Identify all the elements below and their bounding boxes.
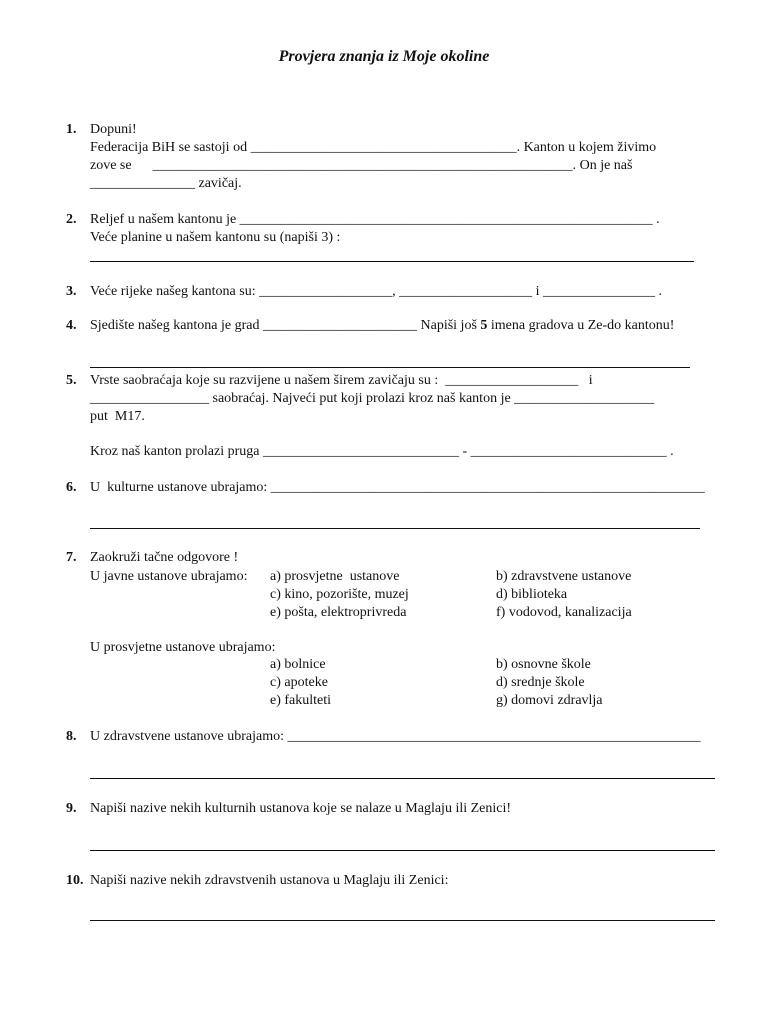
question-number: 9. xyxy=(66,801,77,816)
answer-option[interactable]: e) pošta, elektroprivreda xyxy=(270,605,407,620)
page-title: Provjera znanja iz Moje okoline xyxy=(278,48,490,65)
question-number: 8. xyxy=(66,729,77,744)
question-number: 1. xyxy=(66,122,77,137)
question-text: Zaokruži tačne odgovore ! xyxy=(90,550,239,565)
question-text: put M17. xyxy=(90,409,145,424)
question-text: zove se ____________________________________________________________. On je naš xyxy=(90,158,633,173)
question-text: Veće rijeke našeg kantona su: ___________________, ___________________ i ________________ . xyxy=(90,284,662,299)
answer-option[interactable]: d) biblioteka xyxy=(496,587,568,602)
answer-line[interactable] xyxy=(90,850,715,851)
question-number: 4. xyxy=(66,318,77,333)
question-number: 2. xyxy=(66,212,77,227)
question-text: Federacija BiH se sastoji od ______________________________________. Kanton u kojem živimo xyxy=(90,140,657,155)
question-text: Napiši nazive nekih zdravstvenih ustanova u Maglaju ili Zenici: xyxy=(90,873,449,888)
answer-option[interactable]: g) domovi zdravlja xyxy=(496,693,603,708)
question-text: U prosvjetne ustanove ubrajamo: xyxy=(90,640,276,655)
answer-option[interactable]: c) apoteke xyxy=(270,675,328,690)
question-text-part: imena gradova u Ze-do kantonu! xyxy=(487,318,675,333)
question-text: _________________ saobraćaj. Najveći put koji prolazi kroz naš kanton je ____________________ xyxy=(90,391,655,406)
answer-option[interactable]: e) fakulteti xyxy=(270,693,332,708)
question-text: _______________ zavičaj. xyxy=(90,176,242,191)
answer-option[interactable]: b) osnovne škole xyxy=(496,657,591,672)
answer-option[interactable]: f) vodovod, kanalizacija xyxy=(496,605,632,620)
answer-line[interactable] xyxy=(90,528,700,529)
question-number: 7. xyxy=(66,550,77,565)
answer-line[interactable] xyxy=(90,920,715,921)
answer-option[interactable]: d) srednje škole xyxy=(496,675,585,690)
question-number: 3. xyxy=(66,284,77,299)
question-text: Kroz naš kanton prolazi pruga ____________________________ - ____________________________ . xyxy=(90,444,674,459)
answer-line[interactable] xyxy=(90,778,715,779)
answer-option[interactable]: c) kino, pozorište, muzej xyxy=(270,587,409,602)
question-text xyxy=(90,318,674,334)
answer-option[interactable]: a) prosvjetne ustanove xyxy=(270,569,400,584)
question-number: 5. xyxy=(66,373,77,388)
answer-line[interactable] xyxy=(90,261,694,262)
question-text: Veće planine u našem kantonu su (napiši 3) : xyxy=(90,230,341,245)
question-text: Napiši nazive nekih kulturnih ustanova koje se nalaze u Maglaju ili Zenici! xyxy=(90,801,512,816)
question-text-part: Sjedište našeg kantona je grad ______________________ Napiši još xyxy=(90,318,481,333)
question-text: Reljef u našem kantonu je ___________________________________________________________ . xyxy=(90,212,660,227)
answer-line[interactable] xyxy=(90,367,690,368)
question-number: 6. xyxy=(66,480,77,495)
emphasis-number: 5 xyxy=(480,318,488,333)
question-text: U javne ustanove ubrajamo: xyxy=(90,569,248,584)
answer-option[interactable]: a) bolnice xyxy=(270,657,326,672)
question-text: U zdravstvene ustanove ubrajamo: ___________________________________________________________ xyxy=(90,729,701,744)
question-text: U kulturne ustanove ubrajamo: ______________________________________________________________ xyxy=(90,480,705,495)
question-text: Dopuni! xyxy=(90,122,137,137)
question-number: 10. xyxy=(66,873,84,888)
answer-option[interactable]: b) zdravstvene ustanove xyxy=(496,569,632,584)
question-text: Vrste saobraćaja koje su razvijene u našem širem zavičaju su : ___________________ i xyxy=(90,373,593,388)
